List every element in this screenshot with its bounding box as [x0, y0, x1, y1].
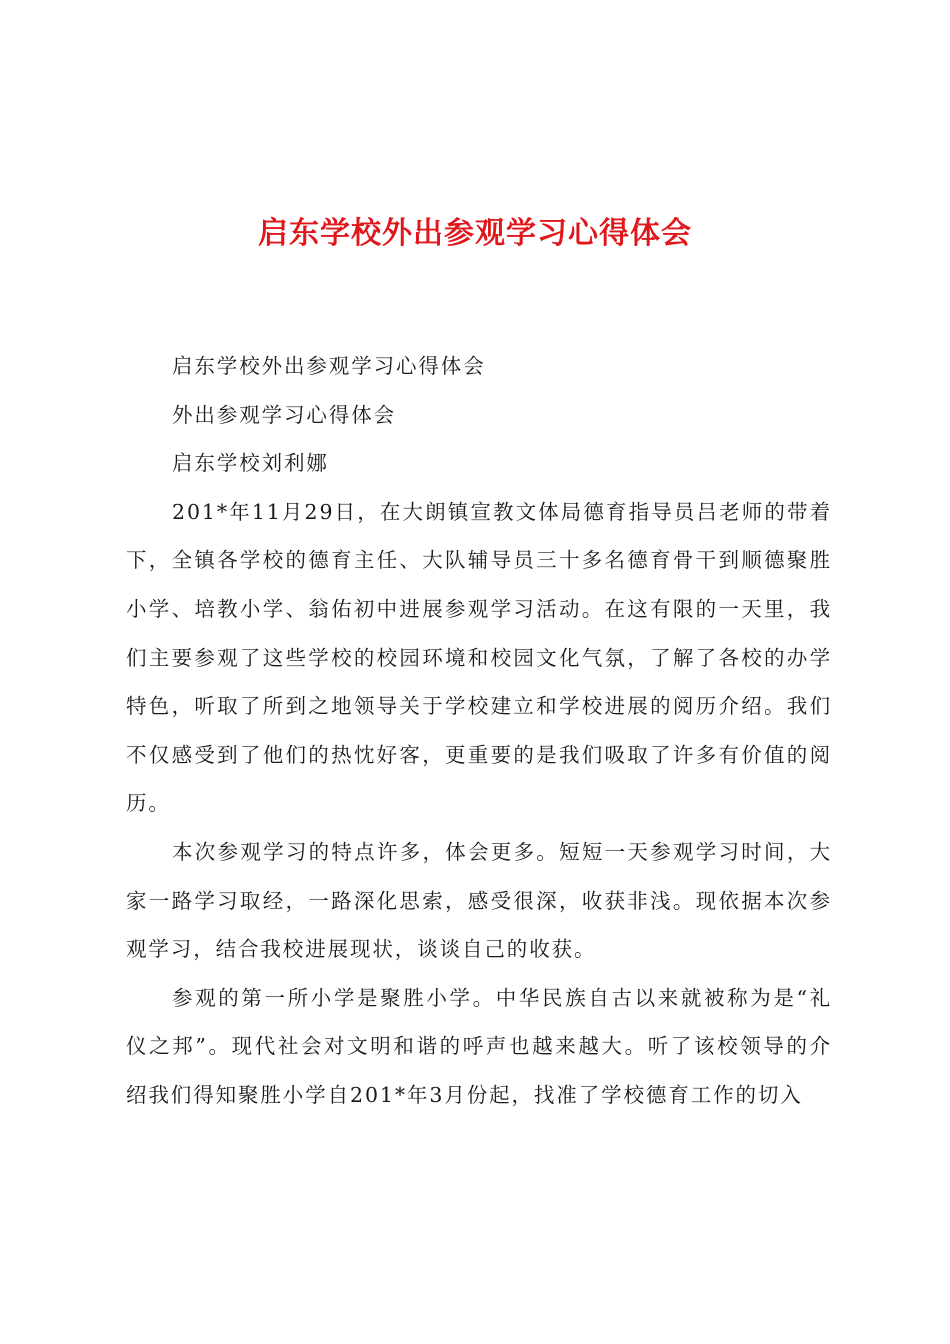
document-body [126, 342, 832, 1120]
document-title: 启东学校外出参观学习心得体会 [258, 216, 692, 251]
author-line: 启东学校刘利娜 [172, 451, 329, 476]
heading-line: 启东学校外出参观学习心得体会 [172, 354, 486, 378]
subtitle-line: 外出参观学习心得体会 [172, 402, 396, 427]
paragraph-1: 201*年11月29日，在大朗镇宣教文体局德育指导员吕老师的带着下，全镇各学校的德育主任、大队辅导员三十多名德育骨干到顺德聚胜小学、培教小学、翁佑初中进展参观学习活动。在这有限的一天里，我们主要参观了这些学校的校园环境和校园文化气氛，了解了各校的办学特色，听取了所到之地领导关于学校建立和学校进展的阅历介绍。我们不仅感受到了他们的热忱好客，更重要的是我们吸取了许多有价值的阅历。 [126, 499, 832, 816]
paragraph-2: 本次参观学习的特点许多，体会更多。短短一天参观学习时间，大家一路学习取经，一路深化思索，感受很深，收获非浅。现依据本次参观学习，结合我校进展现状，谈谈自己的收获。 [126, 839, 832, 962]
paragraph-3: 参观的第一所小学是聚胜小学。中华民族自古以来就被称为是“礼仪之邦”。现代社会对文明和谐的呼声也越来越大。听了该校领导的介绍我们得知聚胜小学自201*年3月份起，找准了学校德育工作的切入 [126, 985, 832, 1107]
